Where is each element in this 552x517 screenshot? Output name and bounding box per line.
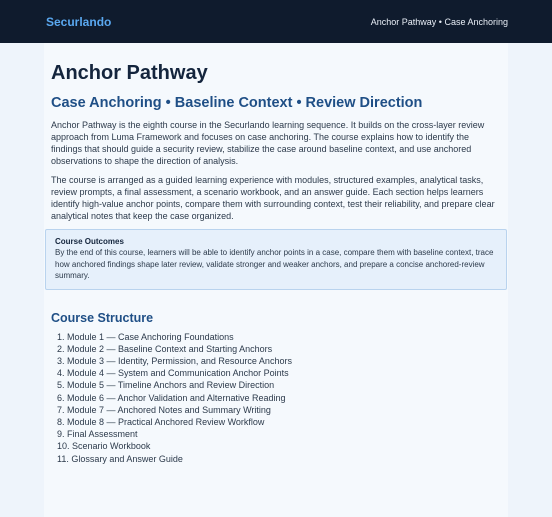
list-item: 8. Module 8 — Practical Anchored Review Workflow [57,416,265,427]
brand-logo[interactable]: Securlando [46,14,112,29]
page-subtitle: Case Anchoring • Baseline Context • Review Direction [51,95,423,111]
outcomes-text: By the end of this course, learners will be able to identify anchor points in a case, compare them with baseline context, trace how anchored findings shape later review, validate stronger and weaker anchors, and prepare a concise anchored-review summary. [55,248,494,280]
list-item: 7. Module 7 — Anchored Notes and Summary Writing [57,404,271,415]
course-structure-heading: Course Structure [51,310,154,325]
top-bar [0,0,552,43]
list-item: 1. Module 1 — Case Anchoring Foundations [57,331,234,342]
header-breadcrumb: Anchor Pathway • Case Anchoring [370,16,508,27]
list-item: 2. Module 2 — Baseline Context and Starting Anchors [57,343,273,354]
list-item: 3. Module 3 — Identity, Permission, and Resource Anchors [57,355,292,366]
course-outcomes-box [45,229,507,290]
main-content [44,43,508,517]
list-item: 5. Module 5 — Timeline Anchors and Review Direction [57,380,275,391]
list-item: 9. Final Assessment [57,429,138,440]
outcomes-title: Course Outcomes [55,237,124,246]
list-item: 4. Module 4 — System and Communication Anchor Points [57,368,289,379]
structure-paragraph: The course is arranged as a guided learning experience with modules, structured examples, analytical tasks, review prompts, a final assessment, a scenario workbook, and an answer guide. Each section helps learners identify high-value anchor points, compare them with surrounding context, test their reliability, and prepare clear analytical notes that keep the case organized. [51,175,495,221]
list-item: 10. Scenario Workbook [57,441,151,452]
list-item: 6. Module 6 — Anchor Validation and Alternative Reading [57,392,286,403]
intro-paragraph: Anchor Pathway is the eighth course in the Securlando learning sequence. It builds on the cross-layer review approach from Luma Framework and focuses on case anchoring. The course explains how to identify the findings that should guide a security review, stabilize the case around baseline context, and use anchored observations to shape the direction of analysis. [51,120,485,166]
list-item: 11. Glossary and Answer Guide [57,453,183,464]
page-title: Anchor Pathway [51,62,208,84]
module-list [51,331,501,465]
